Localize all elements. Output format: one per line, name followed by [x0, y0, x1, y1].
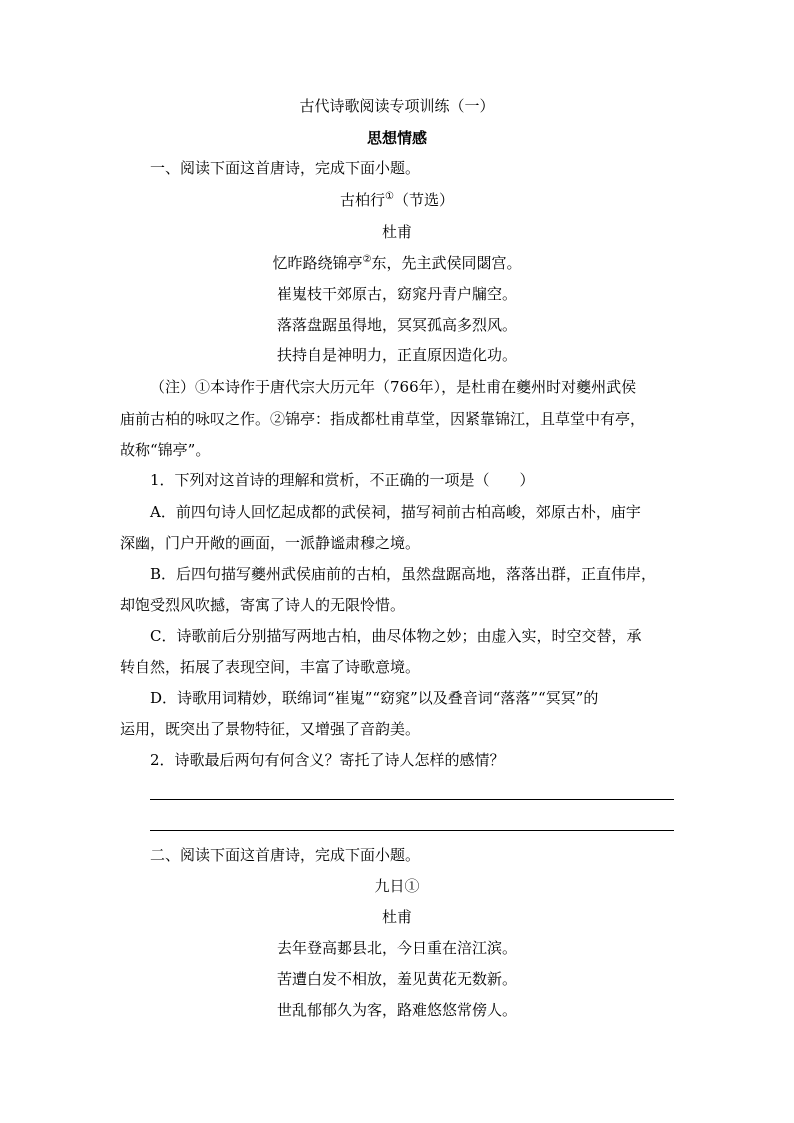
- section2-heading: 二、阅读下面这首唐诗，完成下面小题。: [150, 846, 421, 864]
- poem1-author: 杜甫: [381, 223, 412, 241]
- page-title: 古代诗歌阅读专项训练（一）: [299, 97, 495, 115]
- poem1-line: 落落盘踞虽得地，冥冥孤高多烈风。: [276, 316, 517, 334]
- option-b: B．后四句描写夔州武侯庙前的古柏，虽然盘踞高地，落落出群，正直伟岸，: [150, 565, 657, 583]
- poem1-note: （注）①本诗作于唐代宗大历元年（766年），是杜甫在夔州时对夔州武侯: [150, 378, 637, 396]
- option-a-cont: 深幽，门户开敞的画面，一派静谧肃穆之境。: [120, 534, 421, 552]
- page-subtitle: 思想情感: [366, 129, 427, 147]
- question-2: 2．诗歌最后两句有何含义？寄托了诗人怎样的感情？: [150, 751, 505, 769]
- poem1-note: 故称“锦亭”。: [120, 441, 211, 459]
- question-1: 1．下列对这首诗的理解和赏析，不正确的一项是（ ）: [150, 471, 535, 489]
- poem2-line: 去年登高郪县北，今日重在涪江滨。: [276, 939, 517, 957]
- option-d-cont: 运用，既突出了景物特征，又增强了音韵美。: [120, 720, 421, 738]
- option-b-cont: 却饱受烈风吹撼，寄寓了诗人的无限怜惜。: [120, 596, 406, 614]
- footnote-mark: ①: [385, 191, 394, 202]
- poem2-line: 世乱郁郁久为客，路难悠悠常傍人。: [276, 1001, 517, 1019]
- answer-line: [150, 830, 674, 831]
- poem2-line: 苦遭白发不相放，羞见黄花无数新。: [276, 970, 517, 988]
- poem1-title: [0, 190, 794, 210]
- footnote-mark: ②: [362, 254, 372, 265]
- section1-heading: 一、阅读下面这首唐诗，完成下面小题。: [150, 159, 421, 177]
- option-c-cont: 转自然，拓展了表现空间，丰富了诗歌意境。: [120, 658, 421, 676]
- poem1-note: 庙前古柏的咏叹之作。②锦亭：指成都杜甫草堂，因紧靠锦江，且草堂中有亭，: [120, 410, 646, 428]
- poem1-title-suffix: （节选）: [393, 191, 454, 209]
- answer-line: [150, 799, 674, 800]
- poem1-line: 崔嵬枝干郊原古，窈窕丹青户牖空。: [276, 285, 517, 303]
- poem1-line: [0, 253, 794, 273]
- poem1-title-text: 古柏行: [340, 191, 386, 209]
- option-a: A．前四句诗人回忆起成都的武侯祠，描写祠前古柏高峻，郊原古朴，庙宇: [150, 503, 641, 521]
- poem1-line: 扶持自是神明力，正直原因造化功。: [276, 346, 517, 364]
- option-d: D．诗歌用词精妙，联绵词“崔嵬”“窈窕”以及叠音词“落落”“冥冥”的: [150, 689, 599, 707]
- poem1-line-text: 忆昨路绕锦亭: [272, 254, 363, 272]
- option-c: C．诗歌前后分别描写两地古柏，曲尽体物之妙；由虚入实，时空交替，承: [150, 627, 642, 645]
- poem2-title: 九日①: [374, 877, 420, 895]
- poem2-author: 杜甫: [381, 908, 412, 926]
- poem1-line-text: 东，先主武侯同閟宫。: [371, 254, 522, 272]
